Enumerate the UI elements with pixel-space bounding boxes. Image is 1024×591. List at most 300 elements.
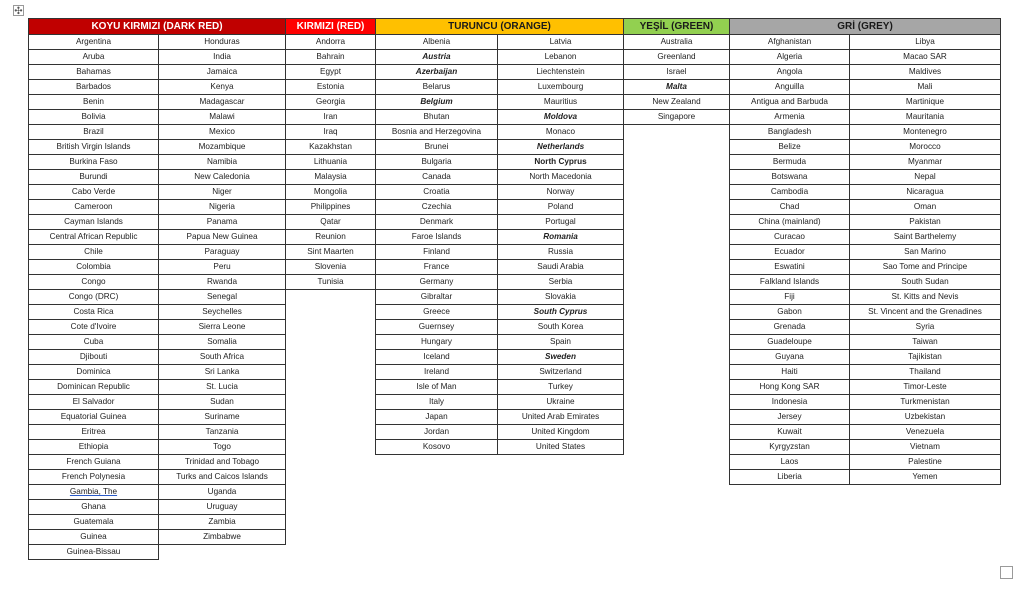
table-dark-red <box>28 18 286 560</box>
country-cell[interactable]: Martinique <box>850 95 1001 110</box>
table-row <box>286 260 376 275</box>
table-row <box>376 50 624 65</box>
country-cell[interactable]: San Marino <box>850 245 1001 260</box>
country-cell[interactable]: Chad <box>730 200 850 215</box>
country-cell[interactable]: Denmark <box>376 215 498 230</box>
table-row <box>376 200 624 215</box>
country-cell[interactable]: Equatorial Guinea <box>29 410 159 425</box>
country-cell[interactable]: France <box>376 260 498 275</box>
table-row <box>29 395 286 410</box>
table-row <box>29 65 286 80</box>
country-cell[interactable]: Morocco <box>850 140 1001 155</box>
group-green <box>623 18 730 125</box>
group-orange <box>375 18 624 455</box>
table-row <box>730 125 1001 140</box>
country-cell[interactable]: Guyana <box>730 350 850 365</box>
country-cell[interactable]: Gibraltar <box>376 290 498 305</box>
table-row <box>376 365 624 380</box>
country-cell[interactable]: Turkmenistan <box>850 395 1001 410</box>
country-cell[interactable]: Hong Kong SAR <box>730 380 850 395</box>
country-cell[interactable]: Bangladesh <box>730 125 850 140</box>
country-cell[interactable]: Guinea <box>29 530 159 545</box>
country-cell[interactable]: China (mainland) <box>730 215 850 230</box>
country-cell[interactable]: Belize <box>730 140 850 155</box>
country-cell[interactable]: Central African Republic <box>29 230 159 245</box>
country-cell[interactable]: India <box>159 50 286 65</box>
country-cell[interactable]: Togo <box>159 440 286 455</box>
table-row <box>286 110 376 125</box>
table-row <box>29 440 286 455</box>
table-row <box>286 140 376 155</box>
table-move-icon[interactable]: ✣ <box>14 6 23 17</box>
country-cell[interactable]: Saudi Arabia <box>498 260 624 275</box>
country-cell[interactable]: Georgia <box>286 95 376 110</box>
country-cell[interactable]: Bulgaria <box>376 155 498 170</box>
country-cell[interactable]: British Virgin Islands <box>29 140 159 155</box>
table-row <box>730 140 1001 155</box>
country-cell[interactable]: Bolivia <box>29 110 159 125</box>
country-cell[interactable]: Benin <box>29 95 159 110</box>
country-cell[interactable]: North Cyprus <box>498 155 624 170</box>
country-cell[interactable]: Indonesia <box>730 395 850 410</box>
country-cell[interactable]: Thailand <box>850 365 1001 380</box>
country-cell[interactable]: Afghanistan <box>730 35 850 50</box>
country-cell[interactable]: Dominican Republic <box>29 380 159 395</box>
country-cell[interactable]: Poland <box>498 200 624 215</box>
country-cell[interactable]: United States <box>498 440 624 455</box>
country-cell[interactable]: Hungary <box>376 335 498 350</box>
country-cell[interactable]: Isle of Man <box>376 380 498 395</box>
country-cell[interactable]: Falkland Islands <box>730 275 850 290</box>
country-cell[interactable]: St. Kitts and Nevis <box>850 290 1001 305</box>
table-row <box>730 365 1001 380</box>
country-cell[interactable]: Greece <box>376 305 498 320</box>
table-row <box>730 200 1001 215</box>
country-cell[interactable]: Bhutan <box>376 110 498 125</box>
country-cell[interactable]: Lebanon <box>498 50 624 65</box>
country-cell[interactable]: Russia <box>498 245 624 260</box>
country-cell[interactable]: Niger <box>159 185 286 200</box>
country-cell[interactable]: New Zealand <box>624 95 730 110</box>
country-cell[interactable]: Qatar <box>286 215 376 230</box>
country-cell[interactable]: Cayman Islands <box>29 215 159 230</box>
table-row <box>376 155 624 170</box>
country-cell[interactable]: Libya <box>850 35 1001 50</box>
table-row <box>730 425 1001 440</box>
country-cell[interactable]: Netherlands <box>498 140 624 155</box>
table-row <box>376 275 624 290</box>
country-cell[interactable]: Namibia <box>159 155 286 170</box>
table-row <box>730 275 1001 290</box>
table-row <box>29 125 286 140</box>
country-cell[interactable]: Haiti <box>730 365 850 380</box>
country-cell[interactable]: Moldova <box>498 110 624 125</box>
country-cell[interactable]: Finland <box>376 245 498 260</box>
country-cell[interactable]: Paraguay <box>159 245 286 260</box>
country-cell[interactable]: Latvia <box>498 35 624 50</box>
country-cell[interactable]: Mali <box>850 80 1001 95</box>
country-cell[interactable]: Guadeloupe <box>730 335 850 350</box>
country-cell[interactable]: Myanmar <box>850 155 1001 170</box>
country-cell[interactable]: Bahamas <box>29 65 159 80</box>
table-row <box>286 65 376 80</box>
country-cell[interactable]: Reunion <box>286 230 376 245</box>
table-row <box>29 380 286 395</box>
table-row <box>730 80 1001 95</box>
country-cell[interactable]: Macao SAR <box>850 50 1001 65</box>
table-row <box>730 440 1001 455</box>
country-cell[interactable]: Fiji <box>730 290 850 305</box>
table-row <box>29 470 286 485</box>
country-cell[interactable]: Tanzania <box>159 425 286 440</box>
country-cell[interactable]: Nigeria <box>159 200 286 215</box>
country-cell[interactable]: El Salvador <box>29 395 159 410</box>
table-row <box>286 230 376 245</box>
header-red: KIRMIZI (RED) <box>286 19 376 35</box>
table-row <box>730 155 1001 170</box>
country-cell[interactable]: Yemen <box>850 470 1001 485</box>
country-cell[interactable]: Malawi <box>159 110 286 125</box>
country-cell[interactable]: Ireland <box>376 365 498 380</box>
country-cell[interactable]: Senegal <box>159 290 286 305</box>
country-cell[interactable]: Gambia, The <box>29 485 159 500</box>
country-cell[interactable]: Bermuda <box>730 155 850 170</box>
country-cell[interactable]: Rwanda <box>159 275 286 290</box>
table-row <box>29 155 286 170</box>
country-cell[interactable]: Venezuela <box>850 425 1001 440</box>
country-cell[interactable]: Luxembourg <box>498 80 624 95</box>
country-cell[interactable]: Iran <box>286 110 376 125</box>
country-cell[interactable]: Cameroon <box>29 200 159 215</box>
group-dark-red <box>28 18 286 560</box>
country-cell[interactable]: Burundi <box>29 170 159 185</box>
country-cell[interactable]: Algeria <box>730 50 850 65</box>
country-cell[interactable]: South Sudan <box>850 275 1001 290</box>
country-cell[interactable]: Israel <box>624 65 730 80</box>
country-cell[interactable]: Cuba <box>29 335 159 350</box>
table-row <box>376 35 624 50</box>
country-cell[interactable]: Kenya <box>159 80 286 95</box>
country-cell[interactable]: Spain <box>498 335 624 350</box>
country-cell[interactable]: Panama <box>159 215 286 230</box>
country-cell[interactable]: Czechia <box>376 200 498 215</box>
table-row <box>376 410 624 425</box>
country-cell[interactable]: Philippines <box>286 200 376 215</box>
table-row <box>286 200 376 215</box>
country-cell[interactable]: Faroe Islands <box>376 230 498 245</box>
country-cell[interactable]: Mongolia <box>286 185 376 200</box>
table-row <box>29 140 286 155</box>
table-row <box>29 335 286 350</box>
country-cell[interactable]: Mexico <box>159 125 286 140</box>
country-cell[interactable]: French Guiana <box>29 455 159 470</box>
country-cell[interactable]: Norway <box>498 185 624 200</box>
country-cell[interactable]: Palestine <box>850 455 1001 470</box>
country-cell[interactable]: Kyrgyzstan <box>730 440 850 455</box>
table-row <box>376 95 624 110</box>
country-cell[interactable]: Antigua and Barbuda <box>730 95 850 110</box>
country-cell[interactable]: Dominica <box>29 365 159 380</box>
country-cell[interactable]: Jordan <box>376 425 498 440</box>
table-row <box>29 185 286 200</box>
country-cell[interactable]: Switzerland <box>498 365 624 380</box>
table-row <box>286 275 376 290</box>
country-cell[interactable]: Tajikistan <box>850 350 1001 365</box>
country-cell[interactable]: Sierra Leone <box>159 320 286 335</box>
table-row <box>286 215 376 230</box>
country-cell[interactable]: Cote d'Ivoire <box>29 320 159 335</box>
table-row <box>29 215 286 230</box>
table-row <box>29 530 286 545</box>
country-cell[interactable]: Austria <box>376 50 498 65</box>
table-row <box>286 80 376 95</box>
country-cell[interactable]: Iraq <box>286 125 376 140</box>
country-cell[interactable]: Canada <box>376 170 498 185</box>
table-row <box>29 170 286 185</box>
country-cell[interactable]: Congo (DRC) <box>29 290 159 305</box>
country-cell[interactable]: Congo <box>29 275 159 290</box>
country-cell[interactable]: Armenia <box>730 110 850 125</box>
table-row <box>730 35 1001 50</box>
table-row <box>286 245 376 260</box>
table-row <box>376 395 624 410</box>
country-cell[interactable]: Angola <box>730 65 850 80</box>
country-cell[interactable]: Pakistan <box>850 215 1001 230</box>
country-cell[interactable]: Greenland <box>624 50 730 65</box>
table-row <box>29 515 286 530</box>
country-cell[interactable]: Syria <box>850 320 1001 335</box>
country-cell[interactable]: Guatemala <box>29 515 159 530</box>
country-cell[interactable]: Germany <box>376 275 498 290</box>
table-row <box>376 245 624 260</box>
country-cell[interactable]: Jamaica <box>159 65 286 80</box>
table-row <box>624 65 730 80</box>
country-cell[interactable]: Chile <box>29 245 159 260</box>
country-cell[interactable]: Malaysia <box>286 170 376 185</box>
country-cell[interactable]: Belgium <box>376 95 498 110</box>
table-resize-handle[interactable] <box>1000 566 1013 579</box>
country-cell[interactable]: Sint Maarten <box>286 245 376 260</box>
country-cell[interactable]: Colombia <box>29 260 159 275</box>
country-cell[interactable]: Andorra <box>286 35 376 50</box>
table-row <box>730 395 1001 410</box>
country-cell[interactable]: Ghana <box>29 500 159 515</box>
country-cell[interactable]: Maldives <box>850 65 1001 80</box>
country-cell[interactable]: Kosovo <box>376 440 498 455</box>
country-cell[interactable]: Sweden <box>498 350 624 365</box>
country-cell[interactable] <box>159 545 286 560</box>
header-orange: TURUNCU (ORANGE) <box>376 19 624 35</box>
table-row <box>376 230 624 245</box>
country-cell[interactable]: Liechtenstein <box>498 65 624 80</box>
country-cell[interactable]: Papua New Guinea <box>159 230 286 245</box>
country-cell[interactable]: Slovenia <box>286 260 376 275</box>
country-cell[interactable]: Sudan <box>159 395 286 410</box>
table-row <box>29 365 286 380</box>
country-cell[interactable]: French Polynesia <box>29 470 159 485</box>
country-cell[interactable]: Guernsey <box>376 320 498 335</box>
country-cell[interactable]: Seychelles <box>159 305 286 320</box>
country-cell[interactable]: Uruguay <box>159 500 286 515</box>
country-cell[interactable]: Zimbabwe <box>159 530 286 545</box>
country-cell[interactable]: Curacao <box>730 230 850 245</box>
country-cell[interactable]: Romania <box>498 230 624 245</box>
table-row <box>376 335 624 350</box>
header-dark-red: KOYU KIRMIZI (DARK RED) <box>29 19 286 35</box>
country-cell[interactable]: Singapore <box>624 110 730 125</box>
country-cell[interactable]: Lithuania <box>286 155 376 170</box>
country-cell[interactable]: New Caledonia <box>159 170 286 185</box>
table-row <box>29 80 286 95</box>
country-cell[interactable]: Kazakhstan <box>286 140 376 155</box>
country-cell[interactable]: Nepal <box>850 170 1001 185</box>
country-cell[interactable]: Mozambique <box>159 140 286 155</box>
table-row <box>286 35 376 50</box>
table-row <box>624 95 730 110</box>
country-cell[interactable]: Liberia <box>730 470 850 485</box>
table-row <box>286 185 376 200</box>
table-row <box>29 290 286 305</box>
country-cell[interactable]: Burkina Faso <box>29 155 159 170</box>
country-cell[interactable]: Albenia <box>376 35 498 50</box>
country-cell[interactable]: Brazil <box>29 125 159 140</box>
country-cell[interactable]: Honduras <box>159 35 286 50</box>
country-cell[interactable]: Tunisia <box>286 275 376 290</box>
country-cell[interactable]: Costa Rica <box>29 305 159 320</box>
country-cell[interactable]: Japan <box>376 410 498 425</box>
country-cell[interactable]: Barbados <box>29 80 159 95</box>
country-cell[interactable]: Aruba <box>29 50 159 65</box>
country-cell[interactable]: Azerbaijan <box>376 65 498 80</box>
country-cell[interactable]: Turkey <box>498 380 624 395</box>
country-cell[interactable]: Ukraine <box>498 395 624 410</box>
table-row <box>376 65 624 80</box>
table-row <box>29 305 286 320</box>
country-cell[interactable]: Belarus <box>376 80 498 95</box>
table-row <box>29 500 286 515</box>
table-row <box>29 200 286 215</box>
country-cell[interactable]: Djibouti <box>29 350 159 365</box>
country-cell[interactable]: Iceland <box>376 350 498 365</box>
country-cell[interactable]: Bosnia and Herzegovina <box>376 125 498 140</box>
country-cell[interactable]: Mauritius <box>498 95 624 110</box>
country-cell[interactable]: Egypt <box>286 65 376 80</box>
country-cell[interactable]: Estonia <box>286 80 376 95</box>
country-cell[interactable]: Trinidad and Tobago <box>159 455 286 470</box>
table-row <box>29 350 286 365</box>
country-cell[interactable]: Cabo Verde <box>29 185 159 200</box>
country-cell[interactable]: South Korea <box>498 320 624 335</box>
table-row <box>376 170 624 185</box>
country-cell[interactable]: Eritrea <box>29 425 159 440</box>
country-cell[interactable]: Brunei <box>376 140 498 155</box>
table-row <box>730 170 1001 185</box>
country-cell[interactable]: Botswana <box>730 170 850 185</box>
country-cell[interactable]: Anguilla <box>730 80 850 95</box>
country-cell[interactable]: Zambia <box>159 515 286 530</box>
country-cell[interactable]: Jersey <box>730 410 850 425</box>
country-cell[interactable]: Portugal <box>498 215 624 230</box>
country-cell[interactable]: Cambodia <box>730 185 850 200</box>
country-cell[interactable]: Eswatini <box>730 260 850 275</box>
country-cell[interactable]: Timor-Leste <box>850 380 1001 395</box>
table-green <box>623 18 730 125</box>
country-cell[interactable]: Malta <box>624 80 730 95</box>
table-row <box>730 335 1001 350</box>
country-cell[interactable]: Kuwait <box>730 425 850 440</box>
country-cell[interactable]: Oman <box>850 200 1001 215</box>
table-row <box>624 80 730 95</box>
country-cell[interactable]: Madagascar <box>159 95 286 110</box>
country-cell[interactable]: Italy <box>376 395 498 410</box>
table-row <box>29 425 286 440</box>
country-cell[interactable]: Argentina <box>29 35 159 50</box>
country-cell[interactable]: Uzbekistan <box>850 410 1001 425</box>
country-cell[interactable]: Ecuador <box>730 245 850 260</box>
country-cell[interactable]: Nicaragua <box>850 185 1001 200</box>
country-cell[interactable]: Guinea-Bissau <box>29 545 159 560</box>
country-cell[interactable]: Mauritania <box>850 110 1001 125</box>
table-row <box>730 380 1001 395</box>
country-cell[interactable]: St. Lucia <box>159 380 286 395</box>
country-cell[interactable]: Turks and Caicos Islands <box>159 470 286 485</box>
table-row <box>730 455 1001 470</box>
table-row <box>376 425 624 440</box>
country-cell[interactable]: Monaco <box>498 125 624 140</box>
country-cell[interactable]: South Africa <box>159 350 286 365</box>
table-row <box>376 185 624 200</box>
country-cell[interactable]: Bahrain <box>286 50 376 65</box>
table-row <box>730 320 1001 335</box>
country-cell[interactable]: Saint Barthelemy <box>850 230 1001 245</box>
table-row <box>29 95 286 110</box>
header-green: YEŞİL (GREEN) <box>624 19 730 35</box>
country-cell[interactable]: Uganda <box>159 485 286 500</box>
table-row <box>29 260 286 275</box>
country-cell[interactable]: South Cyprus <box>498 305 624 320</box>
table-row <box>730 185 1001 200</box>
country-cell[interactable]: United Arab Emirates <box>498 410 624 425</box>
table-row <box>29 320 286 335</box>
country-cell[interactable]: Suriname <box>159 410 286 425</box>
country-cell[interactable]: St. Vincent and the Grenadines <box>850 305 1001 320</box>
country-cell[interactable]: Serbia <box>498 275 624 290</box>
country-cell[interactable]: Gabon <box>730 305 850 320</box>
country-cell[interactable]: North Macedonia <box>498 170 624 185</box>
country-cell[interactable]: Slovakia <box>498 290 624 305</box>
country-cell[interactable]: Peru <box>159 260 286 275</box>
country-cell[interactable]: Sri Lanka <box>159 365 286 380</box>
table-row <box>29 110 286 125</box>
country-cell[interactable]: Ethiopia <box>29 440 159 455</box>
country-cell[interactable]: Somalia <box>159 335 286 350</box>
country-cell[interactable]: Grenada <box>730 320 850 335</box>
table-row <box>376 80 624 95</box>
country-cell[interactable]: Croatia <box>376 185 498 200</box>
country-cell[interactable]: Vietnam <box>850 440 1001 455</box>
country-cell[interactable]: Laos <box>730 455 850 470</box>
country-cell[interactable]: Australia <box>624 35 730 50</box>
group-grey <box>729 18 1001 485</box>
country-cell[interactable]: Sao Tome and Principe <box>850 260 1001 275</box>
table-row <box>29 230 286 245</box>
table-row <box>730 50 1001 65</box>
table-row <box>376 260 624 275</box>
table-row <box>730 260 1001 275</box>
country-cell[interactable]: Taiwan <box>850 335 1001 350</box>
country-cell[interactable]: United Kingdom <box>498 425 624 440</box>
country-cell[interactable]: Montenegro <box>850 125 1001 140</box>
